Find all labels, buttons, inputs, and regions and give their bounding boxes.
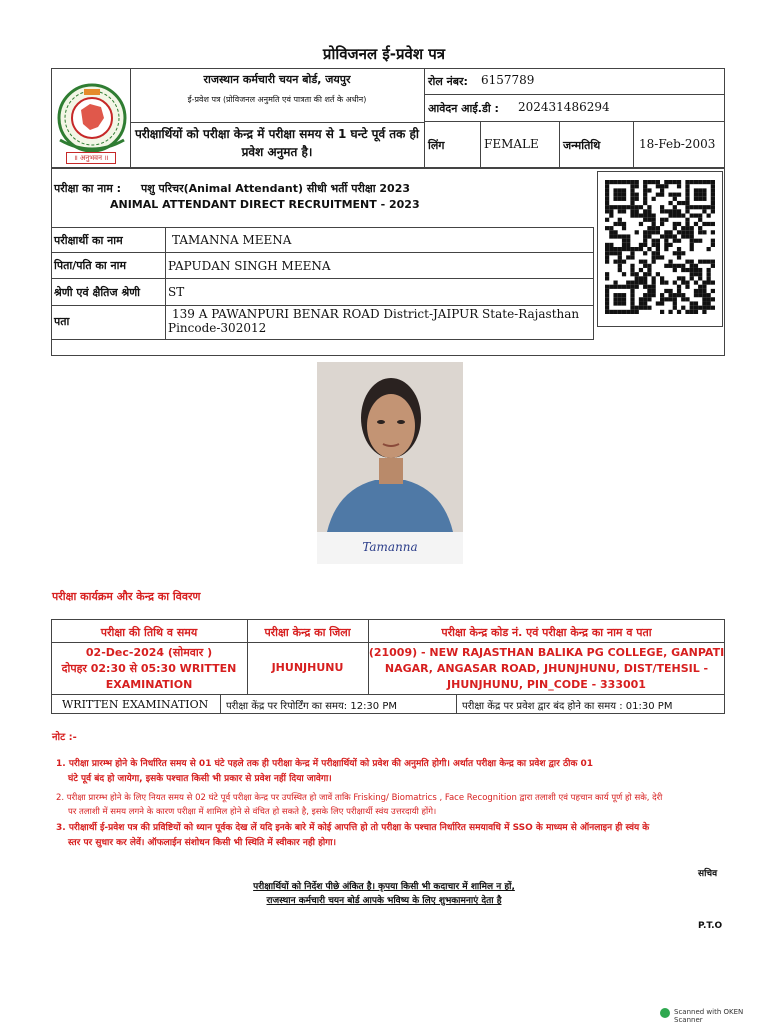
gender-label: लिंग	[428, 139, 445, 152]
note-2	[56, 791, 724, 819]
candidate-name-value: TAMANNA MEENA	[172, 233, 292, 247]
dob-label: जन्मतिथि	[563, 139, 601, 152]
note-2-line-1: 2. परीक्षा प्रारम्भ होने के लिए नियत समय से 02 घंटे पूर्व परीक्षा केन्द्र पर उपस्थित हो जावें ताकि Frisking/ Biomatrics , Face Recognition द्वारा तलाशी एवं पहचान कार्य पूर्ण हो सके, देरी	[56, 793, 663, 803]
schedule-section-title: परीक्षा कार्यक्रम और केन्द्र का विवरण	[52, 590, 201, 603]
candidate-photo	[317, 362, 463, 532]
secretary-label: सचिव	[698, 869, 718, 879]
closing-instruction-line-2: राजस्थान कर्मचारी चयन बोर्ड आपके भविष्य के लिए शुभकामनाएं देता है	[266, 896, 502, 906]
exam-date-line-1: 02-Dec-2024 (सोमवार )	[85, 646, 213, 659]
page-title: प्रोविजनल ई-प्रवेश पत्र	[322, 45, 446, 63]
header-center: परीक्षा केन्द्र कोड नं. एवं परीक्षा केन्द्र का नाम व पता	[441, 626, 652, 639]
exam-name-hindi: पशु परिचर(Animal Attendant) सीधी भर्ती परीक्षा 2023	[141, 182, 411, 195]
application-id-label: आवेदन आई.डी :	[428, 102, 499, 115]
exam-center-line-1: (21009) - NEW RAJASTHAN BALIKA PG COLLEGE, GANPATI	[368, 646, 725, 659]
father-name-value: PAPUDAN SINGH MEENA	[168, 259, 331, 273]
note-1	[56, 757, 724, 787]
note-2-line-2: पर तलाशी में समय लगने के कारण परीक्षा में शामिल होने से वंचित हो सकते है, इसके लिए परीक्षार्थी स्वंय उत्तरदायी होंगे।	[68, 807, 437, 817]
logo-caption: ॥ अनुभवन ॥	[66, 152, 116, 164]
gate-close-time: परीक्षा केंद्र पर प्रवेश द्वार बंद होने का समय : 01:30 PM	[462, 701, 673, 712]
gender-value: FEMALE	[484, 137, 539, 151]
exam-name-english: ANIMAL ATTENDANT DIRECT RECRUITMENT - 2023	[110, 198, 420, 211]
father-name-label: पिता/पति का नाम	[54, 259, 127, 272]
exam-date	[51, 645, 247, 693]
category-value: ST	[168, 285, 185, 299]
note-3	[56, 821, 724, 851]
header-district: परीक्षा केन्द्र का जिला	[264, 626, 351, 639]
address-label: पता	[54, 315, 70, 328]
exam-type: WRITTEN EXAMINATION	[62, 698, 209, 711]
note-3-line-1: 3. परीक्षार्थी ई-प्रवेश पत्र की प्रविष्टियों को ध्यान पूर्वक देख लें यदि इनके बारे में कोई आपत्ति हो तो परीक्षा के पश्चात निर्धारित समयावधि में SSO के माध्यम से ऑनलाइन ही स्वंय के	[56, 823, 650, 833]
candidate-name-label: परीक्षार्थी का नाम	[54, 234, 123, 247]
closing-instruction-line-1: परीक्षार्थियों को निर्देश पीछे अंकित है। कृपया किसी भी कदाचार में शामिल न हों,	[253, 882, 515, 892]
category-label: श्रेणी एवं क्षैतिज श्रेणी	[54, 286, 141, 299]
scanner-watermark: Scanned with OKEN Scanner	[674, 1008, 744, 1024]
header-date-time: परीक्षा की तिथि व समय	[100, 626, 198, 639]
dob-value: 18-Feb-2003	[639, 137, 716, 151]
note-3-line-2: स्तर पर सुधार कर लेवें। ऑफलाईन संशोधन किसी भी स्थिति में स्वीकार नही होगा।	[68, 838, 336, 848]
org-name: राजस्थान कर्मचारी चयन बोर्ड, जयपुर	[203, 73, 351, 86]
roll-value: 6157789	[481, 73, 535, 87]
exam-name-label: परीक्षा का नाम :	[54, 182, 122, 195]
qr-code	[605, 180, 715, 314]
note-1-line-2: घंटे पूर्व बंद हो जायेगा, इसके पश्चात किसी भी प्रकार से प्रवेश नहीं दिया जावेगा।	[68, 774, 332, 784]
exam-center-line-2: NAGAR, ANGASAR ROAD, JHUNJHUNU, DIST/TEHSIL -	[384, 662, 709, 675]
exam-date-line-2: दोपहर 02:30 से 05:30 WRITTEN	[61, 662, 237, 675]
reporting-time: परीक्षा केंद्र पर रिपोर्टिंग का समय: 12:30 PM	[226, 701, 397, 712]
notes-label: नोट :-	[52, 732, 77, 743]
note-1-line-1: 1. परीक्षा प्रारम्भ होने के निर्धारित समय से 01 घंटे पहले तक ही परीक्षा केन्द्र में परीक्षार्थियों को प्रवेश की अनुमति होगी। अर्थात परीक्षा केन्द्र का प्रवेश द्वार ठीक 01	[56, 759, 594, 769]
candidate-details-table	[51, 227, 594, 340]
scanner-logo-icon	[660, 1008, 670, 1018]
entry-instruction: परीक्षार्थियों को परीक्षा केन्द्र में परीक्षा समय से 1 घन्टे पूर्व तक ही प्रवेश अनुमत है।	[134, 127, 420, 159]
exam-center-line-3: JHUNJHUNU, PIN_CODE - 333001	[447, 678, 646, 691]
application-id-value: 202431486294	[518, 100, 610, 114]
exam-district: JHUNJHUNU	[271, 661, 344, 674]
closing-instruction	[170, 880, 598, 908]
candidate-signature: Tamanna	[362, 540, 418, 554]
roll-label: रोल नंबर:	[428, 75, 468, 88]
admit-card-subtitle: ई-प्रवेश पत्र (प्रोविजनल अनुमति एवं पात्रता की शर्त के अधीन)	[187, 95, 367, 104]
pto-label: P.T.O	[698, 921, 723, 931]
exam-center	[368, 645, 725, 693]
exam-date-line-3: EXAMINATION	[105, 678, 193, 691]
address-line-1: 139 A PAWANPURI BENAR ROAD District-JAIPUR State-Rajasthan	[172, 307, 580, 321]
address-line-2: Pincode-302012	[168, 321, 267, 335]
